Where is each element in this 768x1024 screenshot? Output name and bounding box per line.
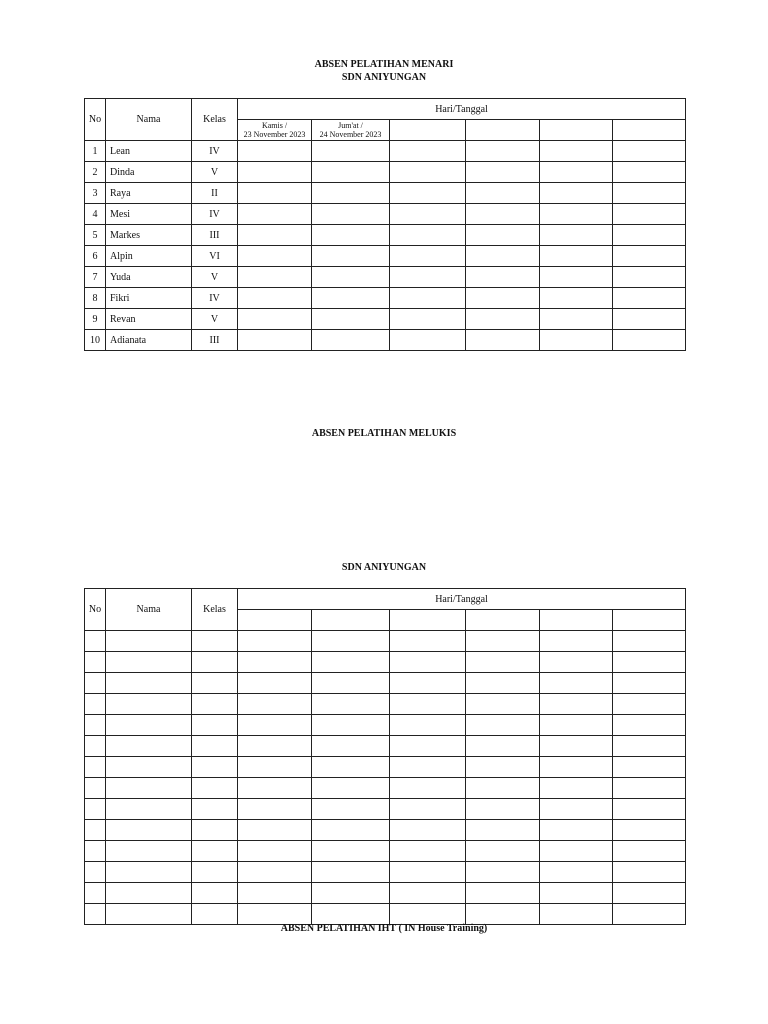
attendance-cell-6 xyxy=(613,883,686,904)
row-nama xyxy=(106,820,192,841)
attendance-cell-6 xyxy=(613,736,686,757)
row-no: 10 xyxy=(85,330,106,351)
table-row xyxy=(85,694,686,715)
attendance-cell-3 xyxy=(390,736,466,757)
attendance-cell-1 xyxy=(238,309,312,330)
row-kelas xyxy=(192,715,238,736)
attendance-cell-2 xyxy=(312,246,390,267)
attendance-cell-1 xyxy=(238,736,312,757)
date-header-2-date: 24 November 2023 xyxy=(319,130,382,139)
row-nama: Mesi xyxy=(106,204,192,225)
row-no xyxy=(85,883,106,904)
row-nama: Lean xyxy=(106,141,192,162)
attendance-cell-5 xyxy=(540,204,613,225)
attendance-cell-4 xyxy=(466,799,540,820)
attendance-cell-5 xyxy=(540,288,613,309)
table-row xyxy=(85,736,686,757)
attendance-cell-6 xyxy=(613,757,686,778)
attendance-cell-6 xyxy=(613,225,686,246)
attendance-cell-1 xyxy=(238,820,312,841)
row-kelas xyxy=(192,820,238,841)
attendance-cell-6 xyxy=(613,862,686,883)
row-no xyxy=(85,673,106,694)
row-kelas: III xyxy=(192,330,238,351)
attendance-cell-3 xyxy=(390,673,466,694)
attendance-cell-4 xyxy=(466,715,540,736)
section3-title: ABSEN PELATIHAN IHT ( IN House Training) xyxy=(280,923,488,934)
attendance-cell-5 xyxy=(540,694,613,715)
attendance-cell-5 xyxy=(540,267,613,288)
attendance-cell-4 xyxy=(466,820,540,841)
table-row xyxy=(85,330,686,351)
date-header-4 xyxy=(466,120,540,141)
attendance-cell-1 xyxy=(238,757,312,778)
attendance-cell-2 xyxy=(312,652,390,673)
attendance-cell-6 xyxy=(613,309,686,330)
header-kelas: Kelas xyxy=(192,99,238,141)
attendance-cell-3 xyxy=(390,162,466,183)
attendance-cell-4 xyxy=(466,862,540,883)
attendance-cell-6 xyxy=(613,799,686,820)
attendance-cell-6 xyxy=(613,715,686,736)
attendance-cell-6 xyxy=(613,778,686,799)
attendance-cell-2 xyxy=(312,183,390,204)
attendance-cell-1 xyxy=(238,267,312,288)
table-row xyxy=(85,246,686,267)
attendance-cell-1 xyxy=(238,904,312,925)
attendance-cell-2 xyxy=(312,715,390,736)
attendance-cell-6 xyxy=(613,820,686,841)
row-nama: Revan xyxy=(106,309,192,330)
attendance-cell-5 xyxy=(540,141,613,162)
attendance-cell-2 xyxy=(312,162,390,183)
row-kelas: IV xyxy=(192,288,238,309)
row-no xyxy=(85,694,106,715)
table-row xyxy=(85,309,686,330)
row-no xyxy=(85,715,106,736)
table-row xyxy=(85,225,686,246)
attendance-cell-2 xyxy=(312,631,390,652)
attendance-cell-4 xyxy=(466,309,540,330)
row-nama xyxy=(106,736,192,757)
attendance-cell-3 xyxy=(390,883,466,904)
row-nama xyxy=(106,673,192,694)
table-row xyxy=(85,204,686,225)
attendance-cell-4 xyxy=(466,673,540,694)
attendance-cell-3 xyxy=(390,757,466,778)
header-nama: Nama xyxy=(106,99,192,141)
attendance-cell-1 xyxy=(238,841,312,862)
attendance-cell-5 xyxy=(540,673,613,694)
attendance-cell-6 xyxy=(613,162,686,183)
attendance-cell-6 xyxy=(613,694,686,715)
attendance-cell-3 xyxy=(390,225,466,246)
attendance-cell-5 xyxy=(540,904,613,925)
attendance-cell-2 xyxy=(312,841,390,862)
attendance-cell-5 xyxy=(540,162,613,183)
table-row xyxy=(85,757,686,778)
attendance-cell-6 xyxy=(613,267,686,288)
attendance-cell-1 xyxy=(238,715,312,736)
date-header-6 xyxy=(613,120,686,141)
attendance-cell-5 xyxy=(540,225,613,246)
attendance-cell-3 xyxy=(390,799,466,820)
attendance-cell-3 xyxy=(390,183,466,204)
attendance-cell-6 xyxy=(613,652,686,673)
attendance-cell-2 xyxy=(312,799,390,820)
attendance-cell-3 xyxy=(390,841,466,862)
attendance-cell-5 xyxy=(540,778,613,799)
row-kelas xyxy=(192,694,238,715)
attendance-cell-5 xyxy=(540,309,613,330)
attendance-cell-4 xyxy=(466,778,540,799)
table-row xyxy=(85,288,686,309)
row-nama: Adianata xyxy=(106,330,192,351)
table-row xyxy=(85,820,686,841)
attendance-cell-4 xyxy=(466,162,540,183)
date-header-1-day: Kamis / xyxy=(261,121,288,130)
attendance-cell-2 xyxy=(312,862,390,883)
attendance-cell-1 xyxy=(238,631,312,652)
row-no: 7 xyxy=(85,267,106,288)
attendance-cell-4 xyxy=(466,841,540,862)
row-kelas: V xyxy=(192,267,238,288)
row-nama xyxy=(106,799,192,820)
row-nama xyxy=(106,883,192,904)
attendance-cell-4 xyxy=(466,694,540,715)
attendance-cell-5 xyxy=(540,183,613,204)
header-nama: Nama xyxy=(106,589,192,631)
attendance-cell-3 xyxy=(390,715,466,736)
attendance-cell-6 xyxy=(613,204,686,225)
row-no xyxy=(85,757,106,778)
row-nama xyxy=(106,631,192,652)
attendance-cell-2 xyxy=(312,694,390,715)
attendance-cell-4 xyxy=(466,904,540,925)
attendance-cell-5 xyxy=(540,841,613,862)
attendance-cell-4 xyxy=(466,225,540,246)
attendance-cell-2 xyxy=(312,141,390,162)
date-header-5 xyxy=(540,610,613,631)
table-row xyxy=(85,904,686,925)
row-kelas: V xyxy=(192,162,238,183)
row-no: 1 xyxy=(85,141,106,162)
attendance-cell-3 xyxy=(390,246,466,267)
attendance-cell-3 xyxy=(390,904,466,925)
row-no xyxy=(85,904,106,925)
date-header-4 xyxy=(466,610,540,631)
row-no: 9 xyxy=(85,309,106,330)
attendance-table-melukis xyxy=(84,588,686,925)
attendance-cell-5 xyxy=(540,330,613,351)
row-no: 4 xyxy=(85,204,106,225)
header-no: No xyxy=(85,589,106,631)
attendance-cell-3 xyxy=(390,631,466,652)
attendance-cell-3 xyxy=(390,141,466,162)
row-kelas xyxy=(192,631,238,652)
row-no xyxy=(85,778,106,799)
attendance-cell-2 xyxy=(312,736,390,757)
row-kelas: V xyxy=(192,309,238,330)
table-row xyxy=(85,778,686,799)
header-kelas: Kelas xyxy=(192,589,238,631)
attendance-cell-1 xyxy=(238,141,312,162)
attendance-cell-5 xyxy=(540,862,613,883)
row-kelas: III xyxy=(192,225,238,246)
date-header-3 xyxy=(390,610,466,631)
attendance-cell-5 xyxy=(540,799,613,820)
attendance-cell-5 xyxy=(540,631,613,652)
row-no xyxy=(85,652,106,673)
row-nama: Fikri xyxy=(106,288,192,309)
date-header-6 xyxy=(613,610,686,631)
attendance-cell-2 xyxy=(312,757,390,778)
row-kelas: II xyxy=(192,183,238,204)
row-kelas: IV xyxy=(192,141,238,162)
attendance-cell-1 xyxy=(238,183,312,204)
date-header-1-date: 23 November 2023 xyxy=(243,130,306,139)
attendance-cell-4 xyxy=(466,204,540,225)
section2-subtitle: SDN ANIYUNGAN xyxy=(341,562,427,573)
row-nama: Raya xyxy=(106,183,192,204)
attendance-cell-5 xyxy=(540,820,613,841)
attendance-cell-6 xyxy=(613,288,686,309)
table-row xyxy=(85,267,686,288)
attendance-cell-3 xyxy=(390,330,466,351)
row-no: 8 xyxy=(85,288,106,309)
header-no: No xyxy=(85,99,106,141)
row-kelas xyxy=(192,652,238,673)
date-header-3 xyxy=(390,120,466,141)
attendance-cell-3 xyxy=(390,820,466,841)
attendance-cell-2 xyxy=(312,820,390,841)
attendance-cell-4 xyxy=(466,267,540,288)
attendance-cell-1 xyxy=(238,694,312,715)
attendance-cell-2 xyxy=(312,204,390,225)
row-kelas xyxy=(192,904,238,925)
attendance-cell-3 xyxy=(390,309,466,330)
attendance-cell-5 xyxy=(540,736,613,757)
attendance-cell-6 xyxy=(613,183,686,204)
attendance-cell-4 xyxy=(466,141,540,162)
attendance-cell-2 xyxy=(312,267,390,288)
row-nama xyxy=(106,904,192,925)
attendance-cell-2 xyxy=(312,904,390,925)
attendance-cell-1 xyxy=(238,778,312,799)
attendance-cell-1 xyxy=(238,799,312,820)
attendance-cell-2 xyxy=(312,309,390,330)
row-nama xyxy=(106,694,192,715)
row-no xyxy=(85,736,106,757)
row-nama xyxy=(106,715,192,736)
date-header-5 xyxy=(540,120,613,141)
row-no xyxy=(85,841,106,862)
attendance-cell-2 xyxy=(312,778,390,799)
attendance-cell-1 xyxy=(238,288,312,309)
attendance-cell-1 xyxy=(238,204,312,225)
table-row xyxy=(85,141,686,162)
attendance-cell-1 xyxy=(238,162,312,183)
date-header-2 xyxy=(312,120,390,141)
row-no xyxy=(85,820,106,841)
row-kelas xyxy=(192,736,238,757)
section1-subtitle: SDN ANIYUNGAN xyxy=(341,72,427,83)
attendance-cell-3 xyxy=(390,778,466,799)
row-no: 6 xyxy=(85,246,106,267)
row-no xyxy=(85,799,106,820)
table-row xyxy=(85,883,686,904)
row-nama: Markes xyxy=(106,225,192,246)
table-row xyxy=(85,715,686,736)
row-kelas: IV xyxy=(192,204,238,225)
row-nama: Yuda xyxy=(106,267,192,288)
attendance-cell-1 xyxy=(238,330,312,351)
attendance-cell-4 xyxy=(466,631,540,652)
attendance-cell-3 xyxy=(390,862,466,883)
row-nama xyxy=(106,841,192,862)
attendance-cell-6 xyxy=(613,141,686,162)
attendance-cell-6 xyxy=(613,673,686,694)
attendance-cell-5 xyxy=(540,757,613,778)
attendance-cell-4 xyxy=(466,883,540,904)
section1-title: ABSEN PELATIHAN MENARI xyxy=(314,59,454,70)
table-row xyxy=(85,631,686,652)
row-nama: Alpin xyxy=(106,246,192,267)
attendance-cell-5 xyxy=(540,883,613,904)
date-header-2 xyxy=(312,610,390,631)
row-kelas xyxy=(192,841,238,862)
attendance-cell-5 xyxy=(540,246,613,267)
attendance-cell-2 xyxy=(312,883,390,904)
row-kelas xyxy=(192,673,238,694)
attendance-cell-3 xyxy=(390,288,466,309)
attendance-cell-4 xyxy=(466,288,540,309)
row-no: 5 xyxy=(85,225,106,246)
row-no xyxy=(85,631,106,652)
attendance-cell-4 xyxy=(466,183,540,204)
attendance-cell-4 xyxy=(466,736,540,757)
attendance-cell-2 xyxy=(312,225,390,246)
row-kelas xyxy=(192,757,238,778)
row-kelas xyxy=(192,883,238,904)
attendance-cell-1 xyxy=(238,862,312,883)
attendance-cell-3 xyxy=(390,652,466,673)
header-hari-tanggal: Hari/Tanggal xyxy=(238,99,686,120)
row-kelas xyxy=(192,862,238,883)
attendance-cell-1 xyxy=(238,246,312,267)
table-row xyxy=(85,673,686,694)
attendance-cell-2 xyxy=(312,673,390,694)
row-no xyxy=(85,862,106,883)
table-row xyxy=(85,162,686,183)
row-kelas xyxy=(192,778,238,799)
date-header-1 xyxy=(238,120,312,141)
attendance-cell-6 xyxy=(613,631,686,652)
table-row xyxy=(85,652,686,673)
table-row xyxy=(85,841,686,862)
row-nama xyxy=(106,778,192,799)
table-row xyxy=(85,862,686,883)
attendance-cell-1 xyxy=(238,652,312,673)
attendance-cell-1 xyxy=(238,883,312,904)
attendance-cell-6 xyxy=(613,904,686,925)
row-nama xyxy=(106,757,192,778)
attendance-cell-3 xyxy=(390,694,466,715)
attendance-cell-1 xyxy=(238,225,312,246)
attendance-cell-4 xyxy=(466,246,540,267)
table-row xyxy=(85,799,686,820)
attendance-table-menari xyxy=(84,98,686,351)
attendance-cell-1 xyxy=(238,673,312,694)
row-no: 3 xyxy=(85,183,106,204)
attendance-cell-3 xyxy=(390,204,466,225)
attendance-cell-4 xyxy=(466,330,540,351)
row-nama xyxy=(106,652,192,673)
attendance-cell-6 xyxy=(613,246,686,267)
header-hari-tanggal: Hari/Tanggal xyxy=(238,589,686,610)
attendance-cell-5 xyxy=(540,652,613,673)
attendance-cell-2 xyxy=(312,288,390,309)
attendance-cell-2 xyxy=(312,330,390,351)
attendance-cell-6 xyxy=(613,841,686,862)
section2-title: ABSEN PELATIHAN MELUKIS xyxy=(311,428,457,439)
row-nama: Dinda xyxy=(106,162,192,183)
attendance-cell-6 xyxy=(613,330,686,351)
row-nama xyxy=(106,862,192,883)
date-header-1 xyxy=(238,610,312,631)
attendance-cell-4 xyxy=(466,757,540,778)
table-row xyxy=(85,183,686,204)
attendance-cell-3 xyxy=(390,267,466,288)
row-no: 2 xyxy=(85,162,106,183)
attendance-cell-4 xyxy=(466,652,540,673)
date-header-2-day: Jum'at / xyxy=(338,121,363,130)
attendance-cell-5 xyxy=(540,715,613,736)
row-kelas xyxy=(192,799,238,820)
row-kelas: VI xyxy=(192,246,238,267)
